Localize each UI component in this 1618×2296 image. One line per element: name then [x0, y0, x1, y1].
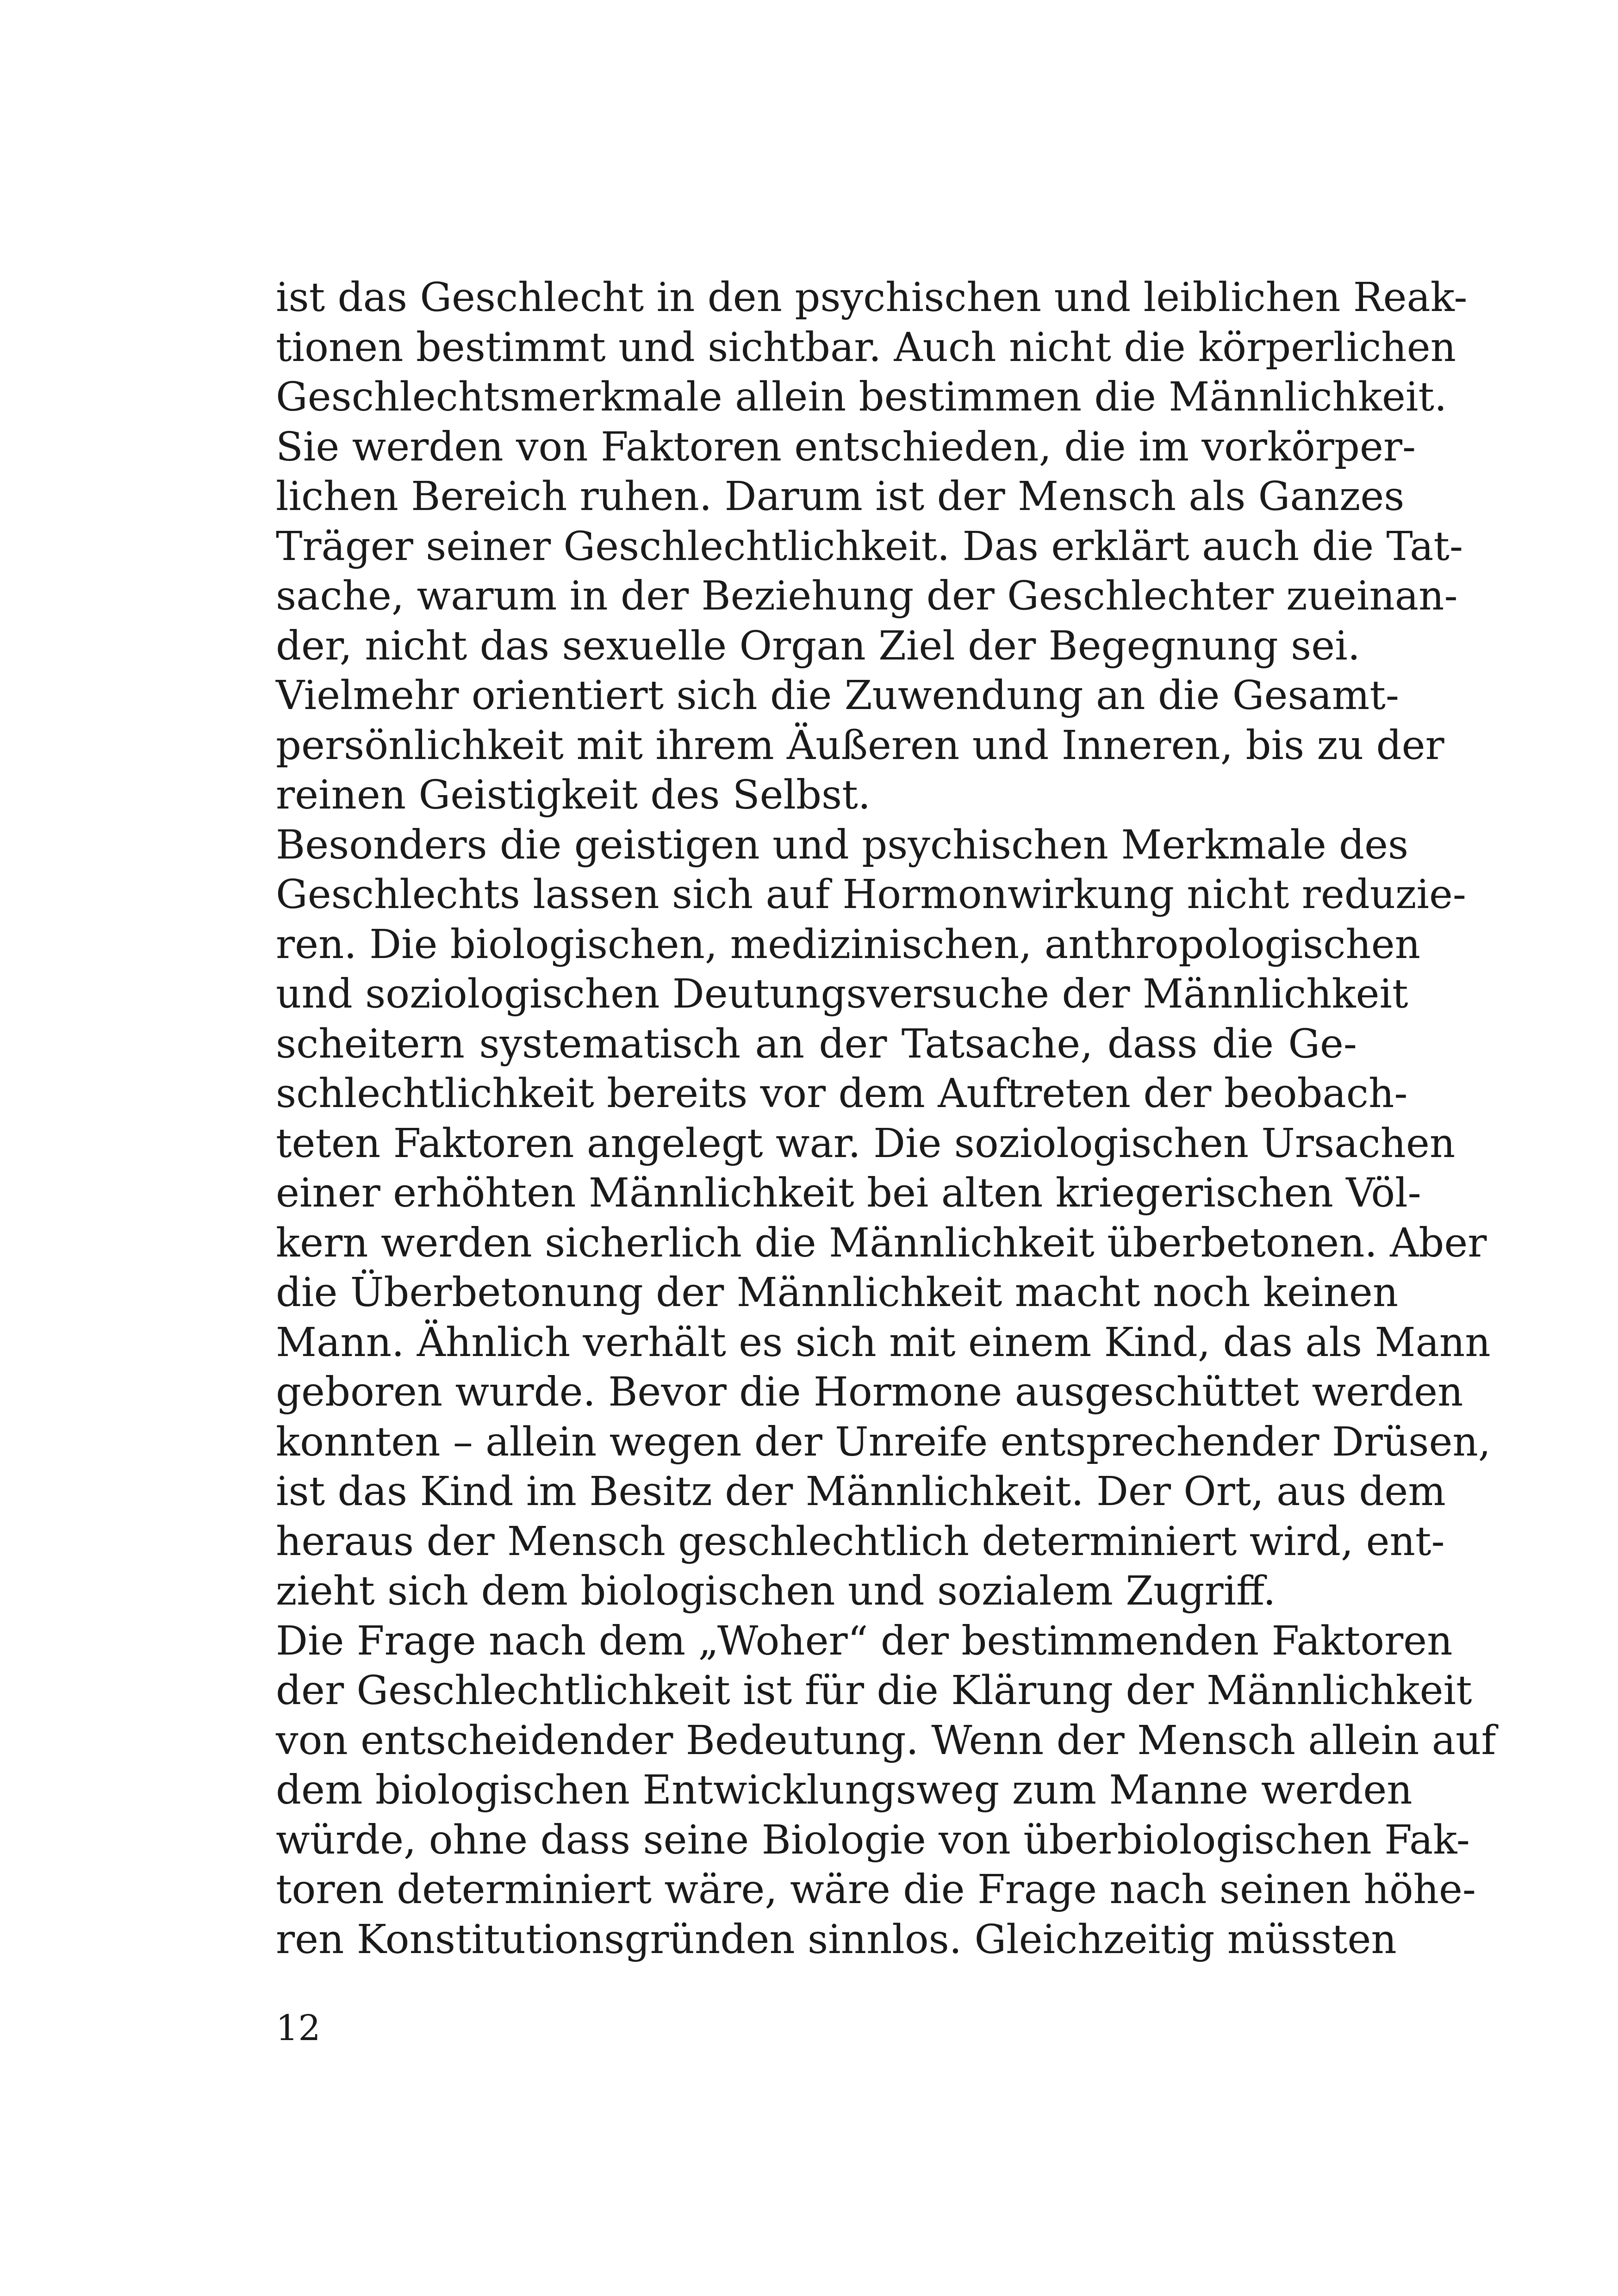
text-line: Träger seiner Geschlechtlichkeit. Das erklärt auch die Tat-: [276, 523, 1463, 570]
text-line: ren Konstitutionsgründen sinnlos. Gleichzeitig müssten: [276, 1916, 1397, 1963]
text-line: Mann. Ähnlich verhält es sich mit einem Kind, das als Mann: [276, 1319, 1491, 1366]
text-line: heraus der Mensch geschlechtlich determiniert wird, ent-: [276, 1518, 1445, 1565]
text-line: ist das Kind im Besitz der Männlichkeit. Der Ort, aus dem: [276, 1468, 1446, 1515]
text-line: Geschlechtsmerkmale allein bestimmen die Männlichkeit.: [276, 374, 1447, 420]
text-line: lichen Bereich ruhen. Darum ist der Mensch als Ganzes: [276, 473, 1405, 520]
text-line: konnten – allein wegen der Unreife entsprechender Drüsen,: [276, 1419, 1491, 1465]
text-line: Geschlechts lassen sich auf Hormonwirkung nicht reduzie-: [276, 871, 1466, 918]
text-line: Die Frage nach dem „Woher“ der bestimmenden Faktoren: [276, 1618, 1453, 1664]
text-line: scheitern systematisch an der Tatsache, dass die Ge-: [276, 1020, 1357, 1067]
text-line: der, nicht das sexuelle Organ Ziel der Begegnung sei.: [276, 622, 1361, 669]
text-line: kern werden sicherlich die Männlichkeit überbetonen. Aber: [276, 1220, 1487, 1266]
text-line: Vielmehr orientiert sich die Zuwendung an die Gesamt-: [276, 672, 1399, 719]
text-line: geboren wurde. Bevor die Hormone ausgeschüttet werden: [276, 1369, 1463, 1415]
text-line: persönlichkeit mit ihrem Äußeren und Inneren, bis zu der: [276, 722, 1444, 769]
text-line: und soziologischen Deutungsversuche der Männlichkeit: [276, 971, 1408, 1017]
text-line: toren determiniert wäre, wäre die Frage nach seinen höhe-: [276, 1867, 1476, 1913]
text-line: Besonders die geistigen und psychischen Merkmale des: [276, 821, 1409, 868]
text-line: tionen bestimmt und sichtbar. Auch nicht die körperlichen: [276, 324, 1456, 371]
text-line: teten Faktoren angelegt war. Die soziologischen Ursachen: [276, 1120, 1456, 1167]
text-line: ren. Die biologischen, medizinischen, anthropologischen: [276, 921, 1421, 968]
page-number: 12: [276, 2007, 321, 2048]
body-text: [276, 273, 1496, 1965]
text-line: Sie werden von Faktoren entschieden, die im vorkörper-: [276, 423, 1416, 470]
text-line: schlechtlichkeit bereits vor dem Auftreten der beobach-: [276, 1070, 1408, 1117]
text-line: reinen Geistigkeit des Selbst.: [276, 772, 871, 818]
text-line: dem biologischen Entwicklungsweg zum Manne werden: [276, 1767, 1413, 1813]
text-line: zieht sich dem biologischen und sozialem Zugriff.: [276, 1568, 1276, 1614]
text-line: der Geschlechtlichkeit ist für die Klärung der Männlichkeit: [276, 1668, 1472, 1714]
text-line: sache, warum in der Beziehung der Geschlechter zueinan-: [276, 573, 1458, 619]
text-line: von entscheidender Bedeutung. Wenn der Mensch allein auf: [276, 1717, 1496, 1764]
text-line: würde, ohne dass seine Biologie von überbiologischen Fak-: [276, 1817, 1470, 1863]
text-line: die Überbetonung der Männlichkeit macht noch keinen: [276, 1269, 1399, 1316]
text-line: ist das Geschlecht in den psychischen und leiblichen Reak-: [276, 274, 1468, 321]
text-line: einer erhöhten Männlichkeit bei alten kriegerischen Völ-: [276, 1170, 1421, 1216]
